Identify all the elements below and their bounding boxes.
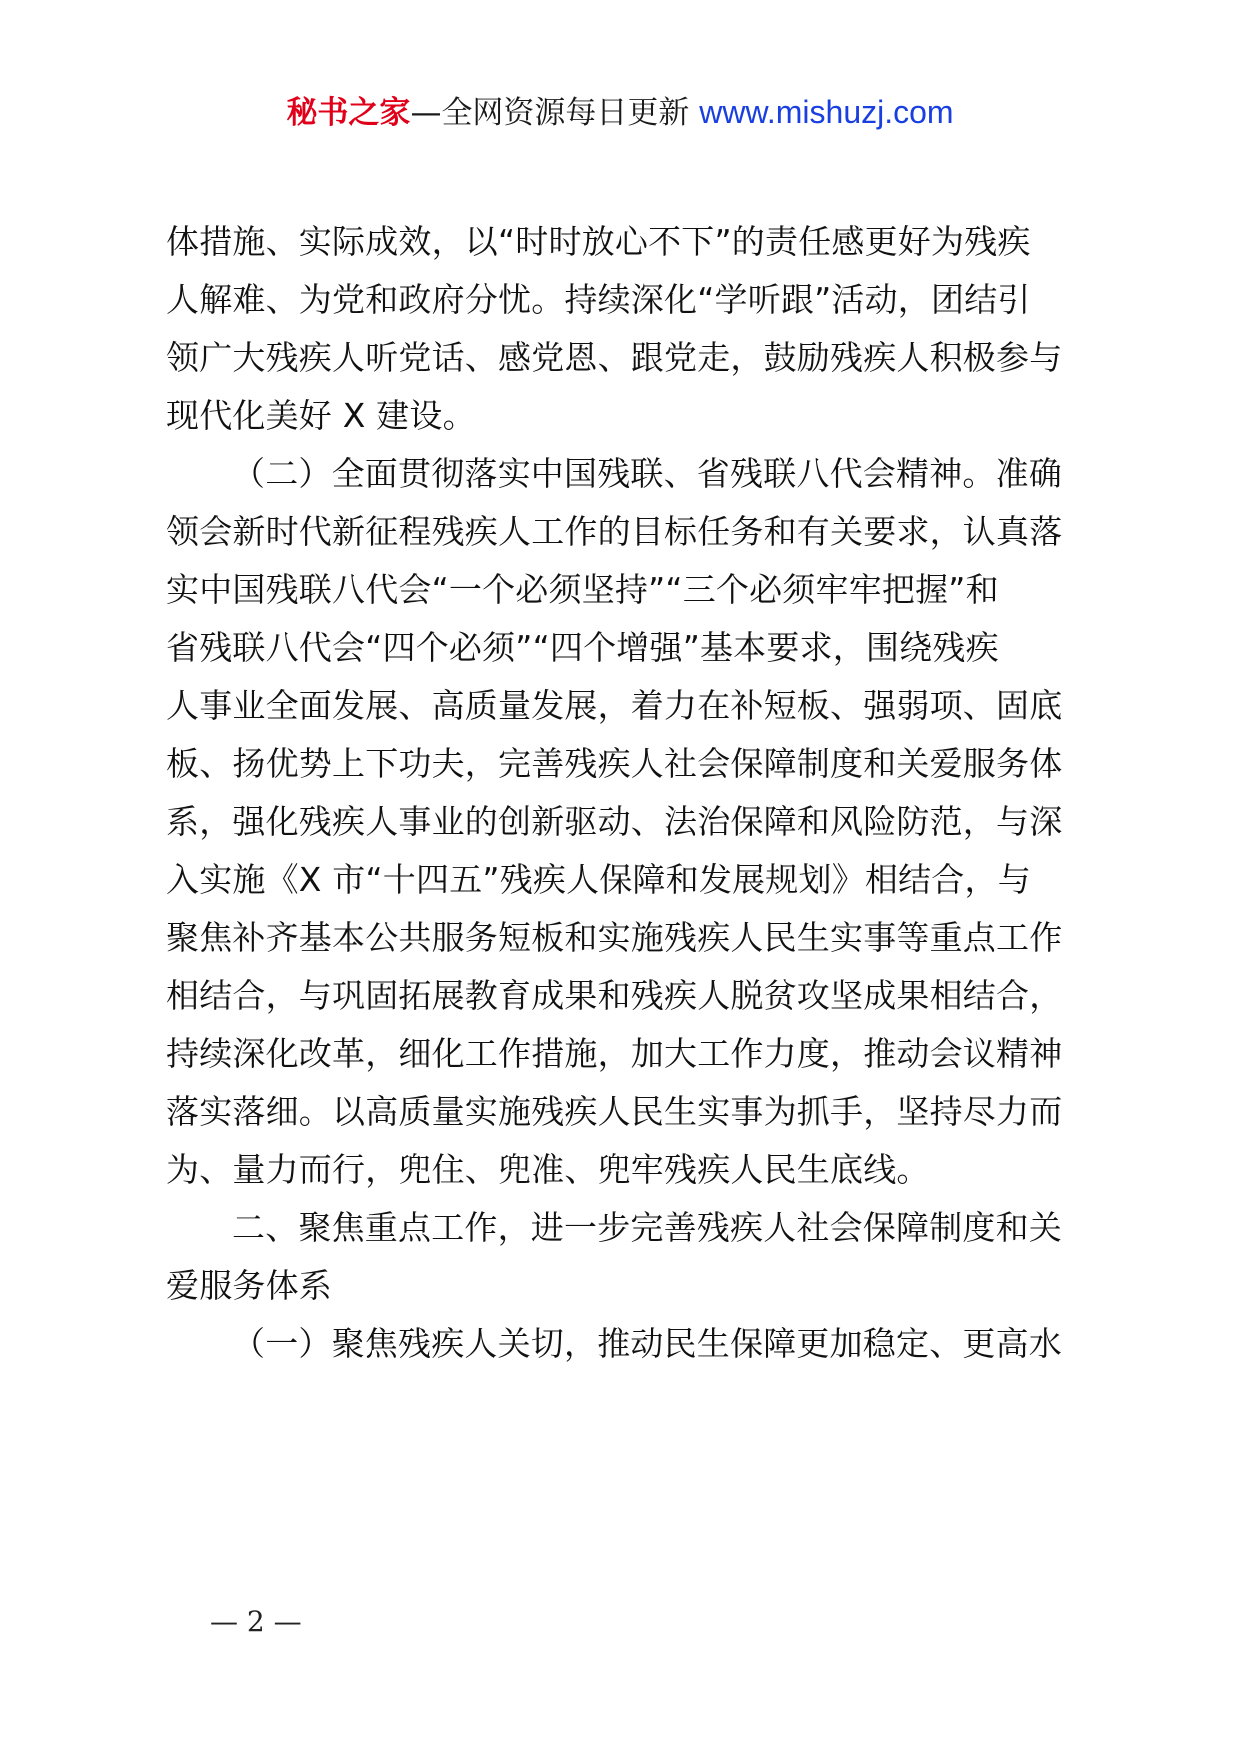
- site-banner: [0, 92, 1240, 133]
- text-line: 人事业全面发展、高质量发展，着力在补短板、强弱项、固底: [166, 686, 1063, 725]
- brand-name: 秘书之家: [286, 95, 411, 131]
- text-line: 为、量力而行，兜住、兜准、兜牢残疾人民生底线。: [166, 1150, 930, 1189]
- text-line: 入实施《X 市“十四五”残疾人保障和发展规划》相结合，与: [166, 860, 1031, 899]
- banner-url[interactable]: www.mishuzj.com: [699, 94, 954, 130]
- text-line: 人解难、为党和政府分忧。持续深化“学听跟”活动，团结引: [166, 280, 1031, 319]
- text-line: 爱服务体系: [166, 1266, 332, 1305]
- text-line: 实中国残联八代会“一个必须坚持”“三个必须牢牢把握”和: [166, 570, 999, 609]
- section-heading: （二）全面贯彻落实中国残联、省残联八代会精神。准确: [232, 454, 1062, 493]
- text-line: 领广大残疾人听党话、感党恩、跟党走，鼓励残疾人积极参与: [166, 338, 1063, 377]
- text-line: 持续深化改革，细化工作措施，加大工作力度，推动会议精神: [166, 1034, 1063, 1073]
- text-line: 省残联八代会“四个必须”“四个增强”基本要求，围绕残疾: [166, 628, 999, 667]
- page-number: — 2 —: [210, 1605, 302, 1638]
- banner-slogan: —全网资源每日更新: [410, 95, 690, 131]
- section-heading: 二、聚焦重点工作，进一步完善残疾人社会保障制度和关: [232, 1208, 1062, 1247]
- text-line: 聚焦补齐基本公共服务短板和实施残疾人民生实事等重点工作: [166, 918, 1063, 957]
- text-line: 领会新时代新征程残疾人工作的目标任务和有关要求，认真落: [166, 512, 1063, 551]
- text-line: 系，强化残疾人事业的创新驱动、法治保障和风险防范，与深: [166, 802, 1063, 841]
- text-line: 板、扬优势上下功夫，完善残疾人社会保障制度和关爱服务体: [166, 744, 1063, 783]
- section-heading: （一）聚焦残疾人关切，推动民生保障更加稳定、更高水: [232, 1324, 1062, 1363]
- text-line: 体措施、实际成效，以“时时放心不下”的责任感更好为残疾: [166, 222, 1031, 261]
- text-line: 现代化美好 X 建设。: [166, 396, 476, 435]
- text-line: 落实落细。以高质量实施残疾人民生实事为抓手，坚持尽力而: [166, 1092, 1063, 1131]
- text-line: 相结合，与巩固拓展教育成果和残疾人脱贫攻坚成果相结合，: [166, 976, 1063, 1015]
